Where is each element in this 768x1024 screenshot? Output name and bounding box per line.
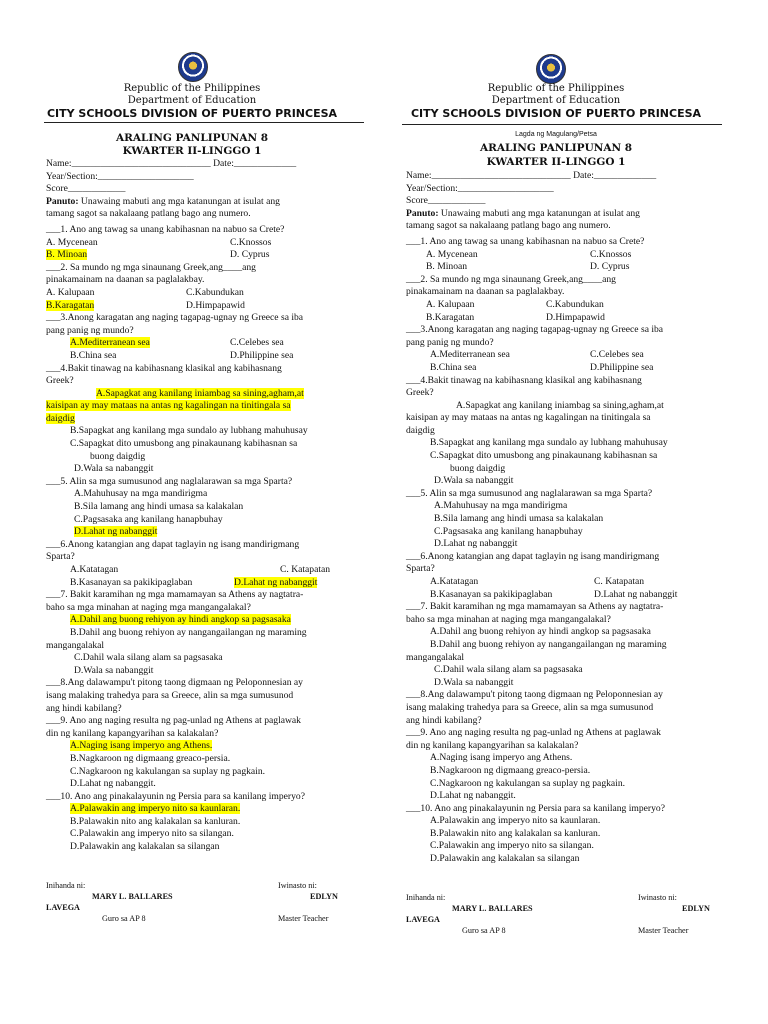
- question-2: ___2. Sa mundo ng mga sinaunang Greek,ang____ang: [46, 261, 256, 273]
- name-field[interactable]: Name:_____________________________: [406, 170, 571, 181]
- q4-option-a-line3: daigdig: [406, 424, 435, 436]
- q5-option-d: D.Lahat ng nabanggit: [434, 538, 518, 550]
- q1-option-d: D. Cyprus: [590, 261, 630, 273]
- panuto-label: Panuto:: [46, 195, 79, 207]
- q4-option-a: A.Sapagkat ang kanilang iniambag sa sining,agham,at: [456, 399, 664, 411]
- question-4: ___4.Bakit tinawag na kabihasnang klasikal ang kabihasnang: [46, 362, 282, 374]
- panuto-text: Unawaing mabuti ang mga katanungan at isulat ang: [78, 195, 280, 207]
- q9-option-c: C.Nagkaroon ng kakulangan sa suplay ng pagkain.: [430, 777, 626, 789]
- q1-option-a: A. Mycenean: [46, 236, 98, 248]
- question-8: ___8.Ang dalawampu't pitong taong digmaan ng Peloponnesian ay: [46, 677, 303, 689]
- question-2-cont: pinakamainam na daanan sa paglalakbay.: [406, 286, 565, 298]
- question-8-cont: isang malaking trahedya para sa Greece, alin sa mga sumusunod: [46, 689, 294, 701]
- q2-option-d: D.Himpapawid: [546, 311, 605, 323]
- question-4-cont: Greek?: [46, 375, 74, 387]
- q6-option-a: A.Katatagan: [70, 564, 119, 575]
- date-field[interactable]: Date:_____________: [573, 170, 657, 181]
- question-7-cont: baho sa mga minahan at naging mga mangangalakal?: [406, 613, 611, 625]
- q3-option-c: C.Celebes sea: [230, 337, 284, 349]
- q5-option-c: C.Pagsasaka ang kanilang hanapbuhay: [74, 513, 223, 525]
- question-3: ___3.Anong karagatan ang naging tagapag-ugnay ng Greece sa iba: [46, 312, 304, 324]
- q6-option-b: B.Kasanayan sa pakikipaglaban: [430, 588, 553, 600]
- worksheet-right: [384, 0, 768, 1024]
- q5-option-a: A.Mahuhusay na mga mandirigma: [434, 500, 568, 512]
- checker-last-name: LAVEGA: [46, 903, 80, 912]
- q9-option-b: B.Nagkaroon ng digmaang greaco-persia.: [70, 752, 231, 764]
- question-10: ___10. Ano ang pinakalayunin ng Persia para sa kanilang imperyo?: [406, 802, 665, 814]
- q6-option-a: A.Katatagan: [430, 576, 479, 587]
- question-6: ___6.Anong katangian ang dapat taglayin ng isang mandirigmang: [406, 550, 660, 562]
- q4-option-a: A.Sapagkat ang kanilang iniambag sa sining,agham,at: [96, 387, 304, 399]
- q4-option-c-line2: buong daigdig: [90, 450, 146, 462]
- q4-option-b: B.Sapagkat ang kanilang mga sundalo ay lubhang mahuhusay: [430, 437, 668, 449]
- parent-signature-label: Lagda ng Magulang/Petsa: [515, 131, 597, 138]
- signature-block: [46, 880, 364, 924]
- date-field[interactable]: Date:_____________: [213, 158, 297, 169]
- q10-option-b: B.Palawakin nito ang kalakalan sa kanluran.: [70, 815, 241, 827]
- q2-option-c: C.Kabundukan: [546, 298, 604, 310]
- question-3-cont: pang panig ng mundo?: [406, 336, 494, 348]
- question-8: ___8.Ang dalawampu't pitong taong digmaan ng Peloponnesian ay: [406, 689, 663, 701]
- question-8-cont: isang malaking trahedya para sa Greece, alin sa mga sumusunod: [406, 701, 654, 713]
- question-3-cont: pang panig ng mundo?: [46, 324, 134, 336]
- q1-option-c: C.Knossos: [590, 248, 632, 260]
- q1-option-b: B. Minoan: [46, 249, 88, 261]
- q4-option-a-line3: daigdig: [46, 412, 75, 424]
- q2-option-b: B.Karagatan: [426, 311, 475, 323]
- question-6-cont: Sparta?: [406, 563, 435, 575]
- q6-option-d: D.Lahat ng nabanggit: [594, 588, 678, 600]
- q2-option-a: A. Kalupaan: [426, 298, 475, 310]
- q6-option-b: B.Kasanayan sa pakikipaglaban: [70, 576, 193, 588]
- q4-option-c-line2: buong daigdig: [450, 462, 506, 474]
- worksheet-body: [406, 170, 724, 866]
- checked-by-label: Iwinasto ni:: [638, 893, 677, 902]
- question-1: ___1. Ano ang tawag sa unang kabihasnan na nabuo sa Crete?: [46, 223, 285, 235]
- question-10: ___10. Ano ang pinakalayunin ng Persia para sa kanilang imperyo?: [46, 790, 305, 802]
- q3-option-b: B.China sea: [430, 361, 477, 373]
- q3-option-a: A.Mediterranean sea: [70, 337, 150, 349]
- q5-option-d: D.Lahat ng nabanggit: [74, 526, 158, 538]
- q1-option-d: D. Cyprus: [230, 249, 270, 261]
- q9-option-a: A.Naging isang imperyo ang Athens.: [70, 740, 213, 752]
- question-7: ___7. Bakit karamihan ng mga mamamayan sa Athens ay nagtatra-: [46, 589, 304, 601]
- q7-option-b: B.Dahil ang buong rehiyon ay nangangailangan ng maraming: [70, 626, 307, 638]
- q5-option-b: B.Sila lamang ang hindi umasa sa kalakalan: [74, 501, 244, 513]
- header-republic: Republic of the Philippines: [487, 83, 625, 94]
- question-9: ___9. Ano ang naging resulta ng pag-unlad ng Athens at paglawak: [46, 715, 301, 727]
- q10-option-c: C.Palawakin ang imperyo nito sa silangan.: [70, 828, 234, 840]
- q3-option-d: D.Philippine sea: [590, 361, 654, 373]
- header-department: Department of Education: [491, 95, 621, 106]
- header-rule: [44, 122, 364, 123]
- question-2: ___2. Sa mundo ng mga sinaunang Greek,ang____ang: [406, 273, 616, 285]
- q7-option-b-line2: mangangalakal: [406, 651, 465, 663]
- q10-option-b: B.Palawakin nito ang kalakalan sa kanluran.: [430, 827, 601, 839]
- q9-option-d: D.Lahat ng nabanggit.: [430, 790, 516, 802]
- year-section-field[interactable]: Year/Section:____________________: [46, 170, 194, 182]
- q2-option-c: C.Kabundukan: [186, 286, 244, 298]
- title-quarter: KWARTER II-LINGGO 1: [122, 145, 262, 157]
- deped-seal-icon: [536, 54, 566, 84]
- q3-option-b: B.China sea: [70, 349, 117, 361]
- question-7: ___7. Bakit karamihan ng mga mamamayan sa Athens ay nagtatra-: [406, 601, 664, 613]
- q5-option-a: A.Mahuhusay na mga mandirigma: [74, 488, 208, 500]
- question-2-cont: pinakamainam na daanan sa paglalakbay.: [46, 274, 205, 286]
- title-subject: ARALING PANLIPUNAN 8: [479, 142, 633, 154]
- q7-option-c: C.Dahil wala silang alam sa pagsasaka: [74, 652, 223, 664]
- preparer-name: MARY L. BALLARES: [452, 904, 533, 913]
- worksheet-body: [46, 158, 364, 854]
- question-4: ___4.Bakit tinawag na kabihasnang klasikal ang kabihasnang: [406, 374, 642, 386]
- q4-option-d: D.Wala sa nabanggit: [74, 463, 154, 475]
- q4-option-c: C.Sapagkat dito umusbong ang pinakaunang kabihasnan sa: [70, 438, 298, 450]
- q6-option-c: C. Katapatan: [594, 576, 645, 587]
- question-8-cont-2: ang hindi kabilang?: [46, 702, 122, 714]
- q5-option-b: B.Sila lamang ang hindi umasa sa kalakalan: [434, 513, 604, 525]
- title-subject: ARALING PANLIPUNAN 8: [115, 132, 269, 144]
- q10-option-d: D.Palawakin ang kalakalan sa silangan: [70, 841, 220, 853]
- q6-option-c: C. Katapatan: [280, 564, 331, 575]
- q4-option-a-line2: kaisipan ay may mataas na antas ng kagalingan na tinitingala sa: [406, 412, 651, 424]
- q9-option-c: C.Nagkaroon ng kakulangan sa suplay ng pagkain.: [70, 765, 266, 777]
- q9-option-b: B.Nagkaroon ng digmaang greaco-persia.: [430, 764, 591, 776]
- q4-option-b: B.Sapagkat ang kanilang mga sundalo ay lubhang mahuhusay: [70, 425, 308, 437]
- q3-option-d: D.Philippine sea: [230, 349, 294, 361]
- q10-option-a: A.Palawakin ang imperyo nito sa kaunlaran.: [70, 803, 241, 815]
- checked-by-label: Iwinasto ni:: [278, 881, 317, 890]
- q2-option-a: A. Kalupaan: [46, 286, 95, 298]
- question-9-cont: din ng kanilang kapangyarihan sa kalakalan?: [406, 739, 579, 751]
- question-9: ___9. Ano ang naging resulta ng pag-unlad ng Athens at paglawak: [406, 727, 661, 739]
- checker-role: Master Teacher: [638, 926, 689, 935]
- q7-option-d: D.Wala sa nabanggit: [74, 664, 154, 676]
- q10-option-d: D.Palawakin ang kalakalan sa silangan: [430, 853, 580, 865]
- prepared-by-label: Inihanda ni:: [406, 893, 446, 902]
- preparer-role: Guro sa AP 8: [102, 914, 146, 923]
- question-7-cont: baho sa mga minahan at naging mga mangangalakal?: [46, 601, 251, 613]
- q7-option-c: C.Dahil wala silang alam sa pagsasaka: [434, 664, 583, 676]
- question-5: ___5. Alin sa mga sumusunod ang naglalarawan sa mga Sparta?: [406, 487, 653, 499]
- question-6: ___6.Anong katangian ang dapat taglayin ng isang mandirigmang: [46, 538, 300, 550]
- header-division: CITY SCHOOLS DIVISION OF PUERTO PRINCESA: [410, 107, 702, 120]
- panuto-label: Panuto:: [406, 207, 439, 219]
- q4-option-a-line2: kaisipan ay may mataas na antas ng kagalingan na tinitingala sa: [46, 400, 291, 412]
- signature-block: [406, 892, 724, 936]
- q1-option-c: C.Knossos: [230, 236, 272, 248]
- header-division: CITY SCHOOLS DIVISION OF PUERTO PRINCESA: [46, 107, 338, 120]
- panuto-text: Unawaing mabuti ang mga katanungan at isulat ang: [438, 207, 640, 219]
- checker-first-name: EDLYN: [682, 904, 710, 913]
- prepared-by-label: Inihanda ni:: [46, 881, 86, 890]
- checker-first-name: EDLYN: [310, 892, 338, 901]
- checker-last-name: LAVEGA: [406, 915, 440, 924]
- year-section-field[interactable]: Year/Section:____________________: [406, 182, 554, 194]
- panuto-text-2: tamang sagot sa nakalaang patlang bago ang numero.: [46, 208, 251, 220]
- q6-option-d: D.Lahat ng nabanggit: [234, 576, 318, 588]
- header-republic: Republic of the Philippines: [123, 83, 261, 94]
- preparer-role: Guro sa AP 8: [462, 926, 506, 935]
- q5-option-c: C.Pagsasaka ang kanilang hanapbuhay: [434, 525, 583, 537]
- q4-option-d: D.Wala sa nabanggit: [434, 475, 514, 487]
- question-5: ___5. Alin sa mga sumusunod ang naglalarawan sa mga Sparta?: [46, 475, 293, 487]
- header-rule: [402, 124, 722, 125]
- header-department: Department of Education: [127, 95, 257, 106]
- q7-option-b-line2: mangangalakal: [46, 639, 105, 651]
- q9-option-a: A.Naging isang imperyo ang Athens.: [430, 752, 573, 764]
- panuto-text-2: tamang sagot sa nakalaang patlang bago ang numero.: [406, 220, 611, 232]
- question-6-cont: Sparta?: [46, 551, 75, 563]
- question-8-cont-2: ang hindi kabilang?: [406, 714, 482, 726]
- q4-option-c: C.Sapagkat dito umusbong ang pinakaunang kabihasnan sa: [430, 450, 658, 462]
- question-9-cont: din ng kanilang kapangyarihan sa kalakalan?: [46, 727, 219, 739]
- q1-option-a: A. Mycenean: [426, 248, 478, 260]
- q7-option-a: A.Dahil ang buong rehiyon ay hindi angkop sa pagsasaka: [70, 614, 291, 626]
- q7-option-a: A.Dahil ang buong rehiyon ay hindi angkop sa pagsasaka: [430, 626, 651, 638]
- q3-option-c: C.Celebes sea: [590, 349, 644, 361]
- q7-option-b: B.Dahil ang buong rehiyon ay nangangailangan ng maraming: [430, 638, 667, 650]
- score-field[interactable]: Score____________: [406, 195, 486, 207]
- deped-seal-icon: [178, 52, 208, 82]
- name-field[interactable]: Name:_____________________________: [46, 158, 211, 169]
- q9-option-d: D.Lahat ng nabanggit.: [70, 778, 156, 790]
- question-3: ___3.Anong karagatan ang naging tagapag-ugnay ng Greece sa iba: [406, 324, 664, 336]
- q10-option-c: C.Palawakin ang imperyo nito sa silangan.: [430, 840, 594, 852]
- title-quarter: KWARTER II-LINGGO 1: [486, 156, 626, 168]
- q3-option-a: A.Mediterranean sea: [430, 349, 510, 361]
- question-1: ___1. Ano ang tawag sa unang kabihasnan na nabuo sa Crete?: [406, 235, 645, 247]
- score-field[interactable]: Score____________: [46, 183, 126, 195]
- q1-option-b: B. Minoan: [426, 261, 468, 273]
- q10-option-a: A.Palawakin ang imperyo nito sa kaunlaran.: [430, 815, 601, 827]
- preparer-name: MARY L. BALLARES: [92, 892, 173, 901]
- question-4-cont: Greek?: [406, 387, 434, 399]
- q2-option-d: D.Himpapawid: [186, 299, 245, 311]
- q2-option-b: B.Karagatan: [46, 299, 95, 311]
- q7-option-d: D.Wala sa nabanggit: [434, 676, 514, 688]
- checker-role: Master Teacher: [278, 914, 329, 923]
